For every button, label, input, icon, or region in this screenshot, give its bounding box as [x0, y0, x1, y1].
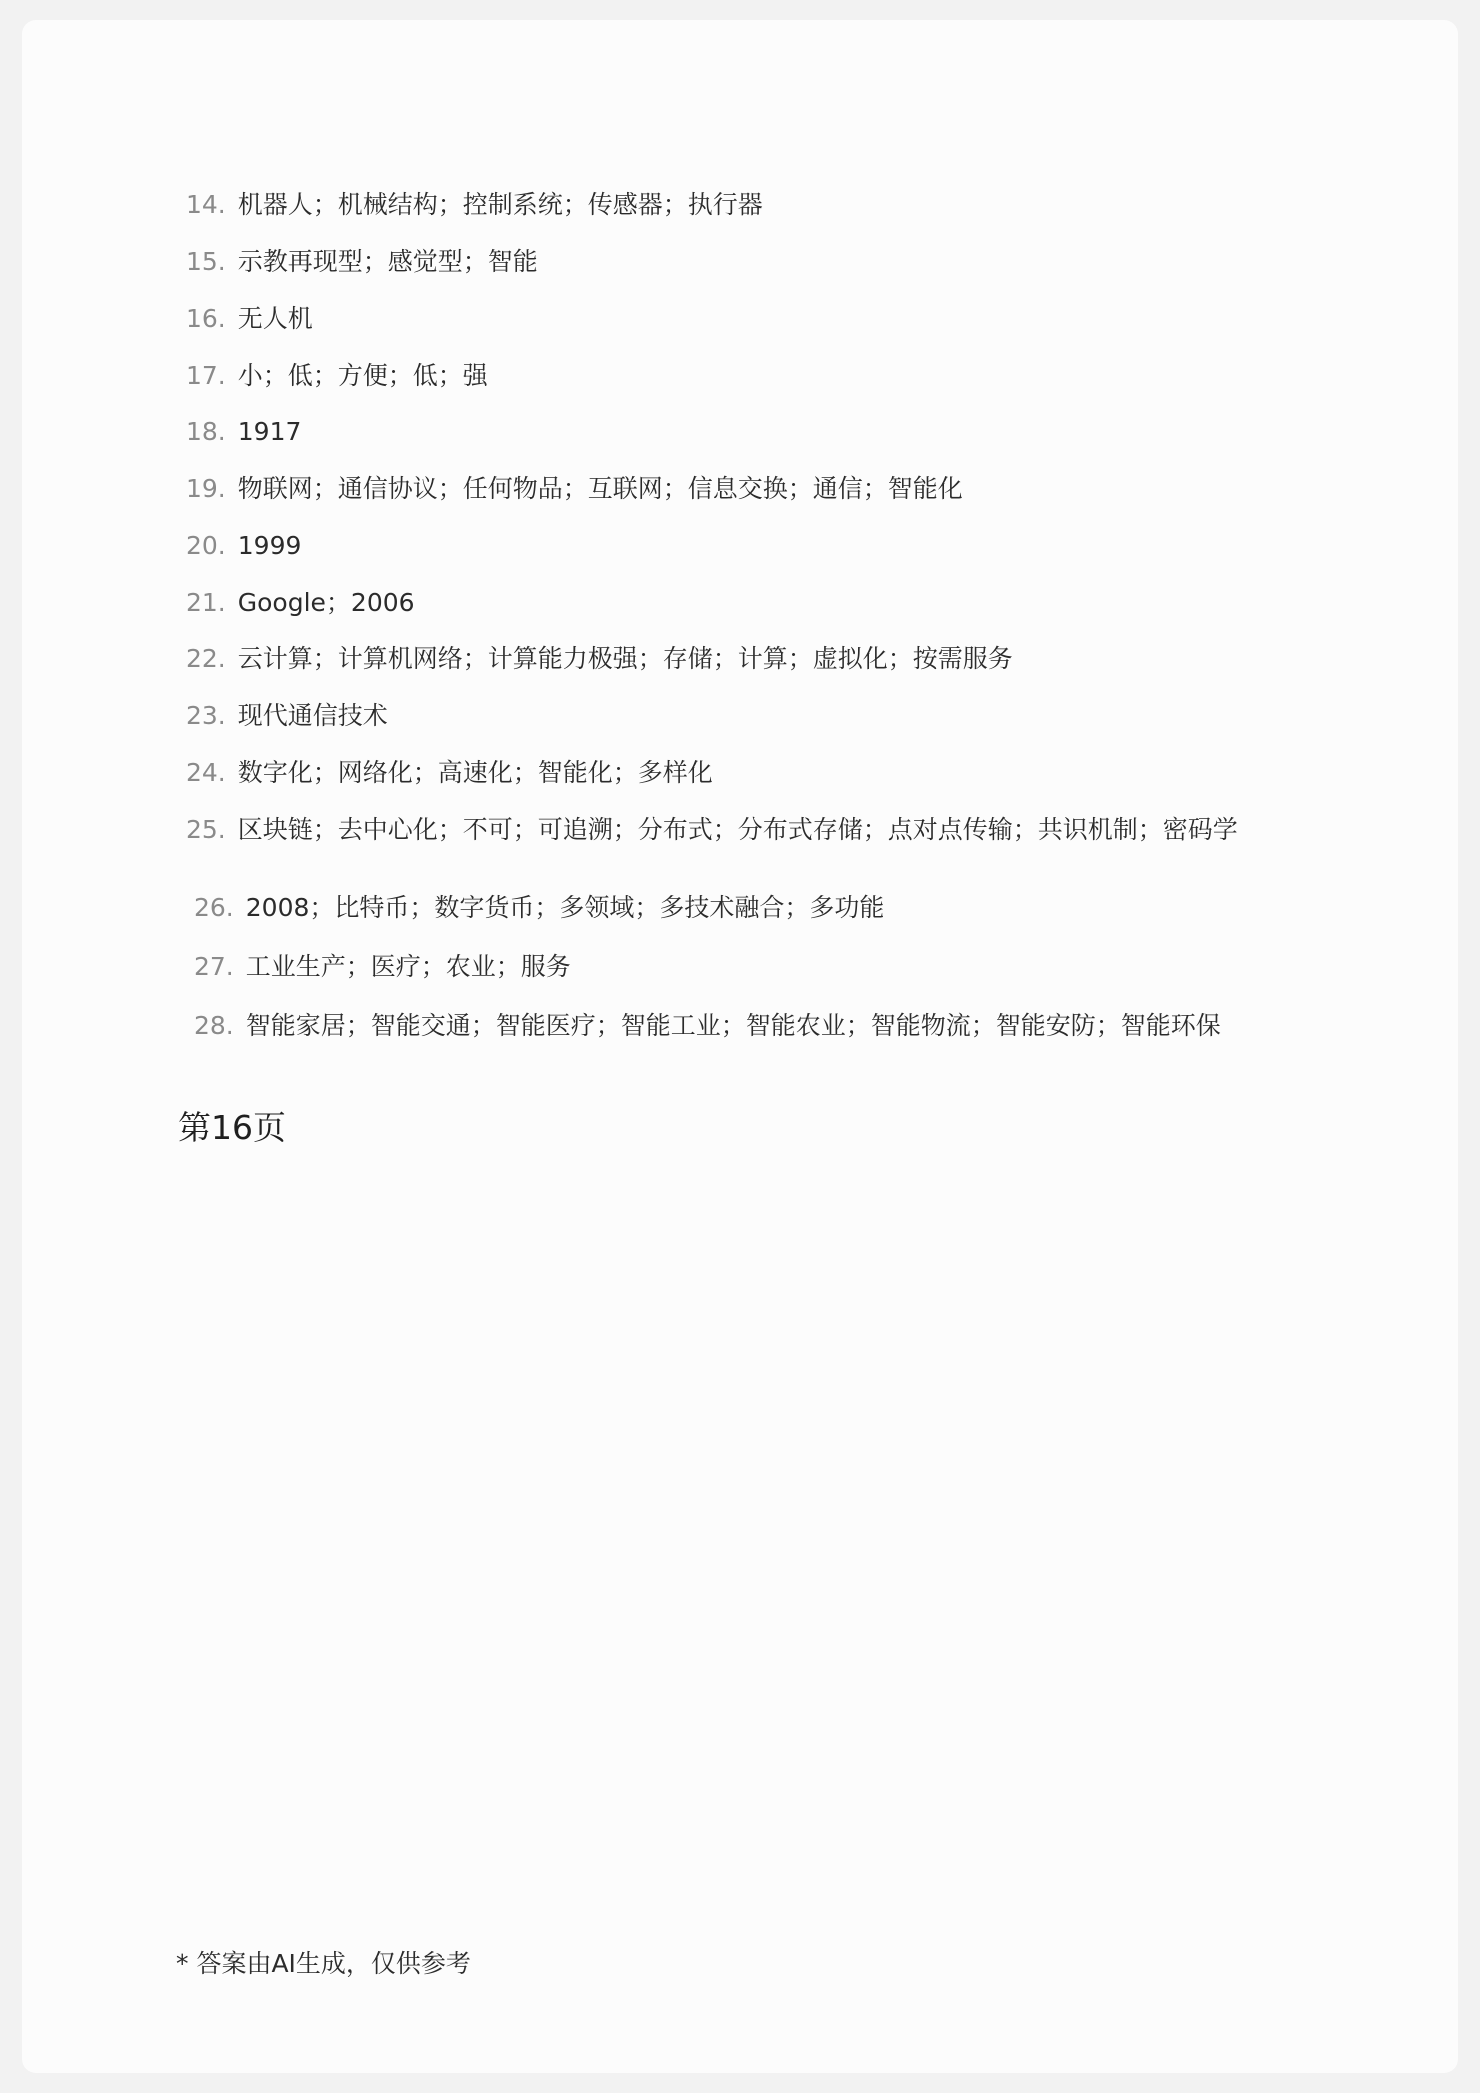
answer-item-24 [186, 757, 713, 789]
item-text: 现代通信技术 [237, 701, 388, 730]
answer-item-16 [186, 303, 313, 335]
item-text: 小；低；方便；低；强 [237, 361, 488, 390]
answer-item-20 [186, 530, 301, 562]
item-text: 区块链；去中心化；不可；可追溯；分布式；分布式存储；点对点传输；共识机制；密码学 [237, 815, 1238, 844]
item-number: 16. [186, 304, 226, 333]
answer-list [22, 20, 1458, 1120]
ai-disclaimer: * 答案由AI生成，仅供参考 [176, 1949, 471, 1978]
answer-item-14 [186, 189, 763, 221]
answer-item-17 [186, 360, 488, 392]
item-number: 14. [186, 190, 226, 219]
item-number: 15. [186, 247, 226, 276]
page-sheet [22, 20, 1458, 2073]
answer-item-27 [194, 951, 571, 983]
answer-item-19 [186, 473, 963, 505]
answer-item-15 [186, 246, 538, 278]
item-number: 24. [186, 758, 226, 787]
item-number: 21. [186, 588, 226, 617]
answer-item-28 [194, 1010, 1221, 1042]
item-text: 1917 [237, 417, 302, 446]
item-number: 27. [194, 952, 234, 981]
item-number: 28. [194, 1011, 234, 1040]
item-text: 2008；比特币；数字货币；多领域；多技术融合；多功能 [245, 893, 885, 922]
item-number: 18. [186, 417, 226, 446]
item-text: 工业生产；医疗；农业；服务 [245, 952, 571, 981]
answer-item-22 [186, 643, 1013, 675]
item-number: 26. [194, 893, 234, 922]
answer-item-26 [194, 892, 884, 924]
page-number-heading: 第16页 [178, 1108, 286, 1147]
answer-item-25 [186, 814, 1238, 846]
answer-item-21 [186, 587, 415, 619]
item-text: 1999 [237, 531, 302, 560]
item-text: 无人机 [237, 304, 313, 333]
item-number: 19. [186, 474, 226, 503]
answer-item-23 [186, 700, 388, 732]
item-number: 22. [186, 644, 226, 673]
item-number: 23. [186, 701, 226, 730]
item-text: 云计算；计算机网络；计算能力极强；存储；计算；虚拟化；按需服务 [237, 644, 1013, 673]
item-text: 物联网；通信协议；任何物品；互联网；信息交换；通信；智能化 [237, 474, 963, 503]
item-text: 示教再现型；感觉型；智能 [237, 247, 538, 276]
item-text: 数字化；网络化；高速化；智能化；多样化 [237, 758, 713, 787]
item-text: 智能家居；智能交通；智能医疗；智能工业；智能农业；智能物流；智能安防；智能环保 [245, 1011, 1221, 1040]
answer-item-18 [186, 416, 301, 448]
item-text: 机器人；机械结构；控制系统；传感器；执行器 [237, 190, 763, 219]
item-number: 20. [186, 531, 226, 560]
item-number: 25. [186, 815, 226, 844]
item-text: Google；2006 [237, 588, 415, 617]
item-number: 17. [186, 361, 226, 390]
